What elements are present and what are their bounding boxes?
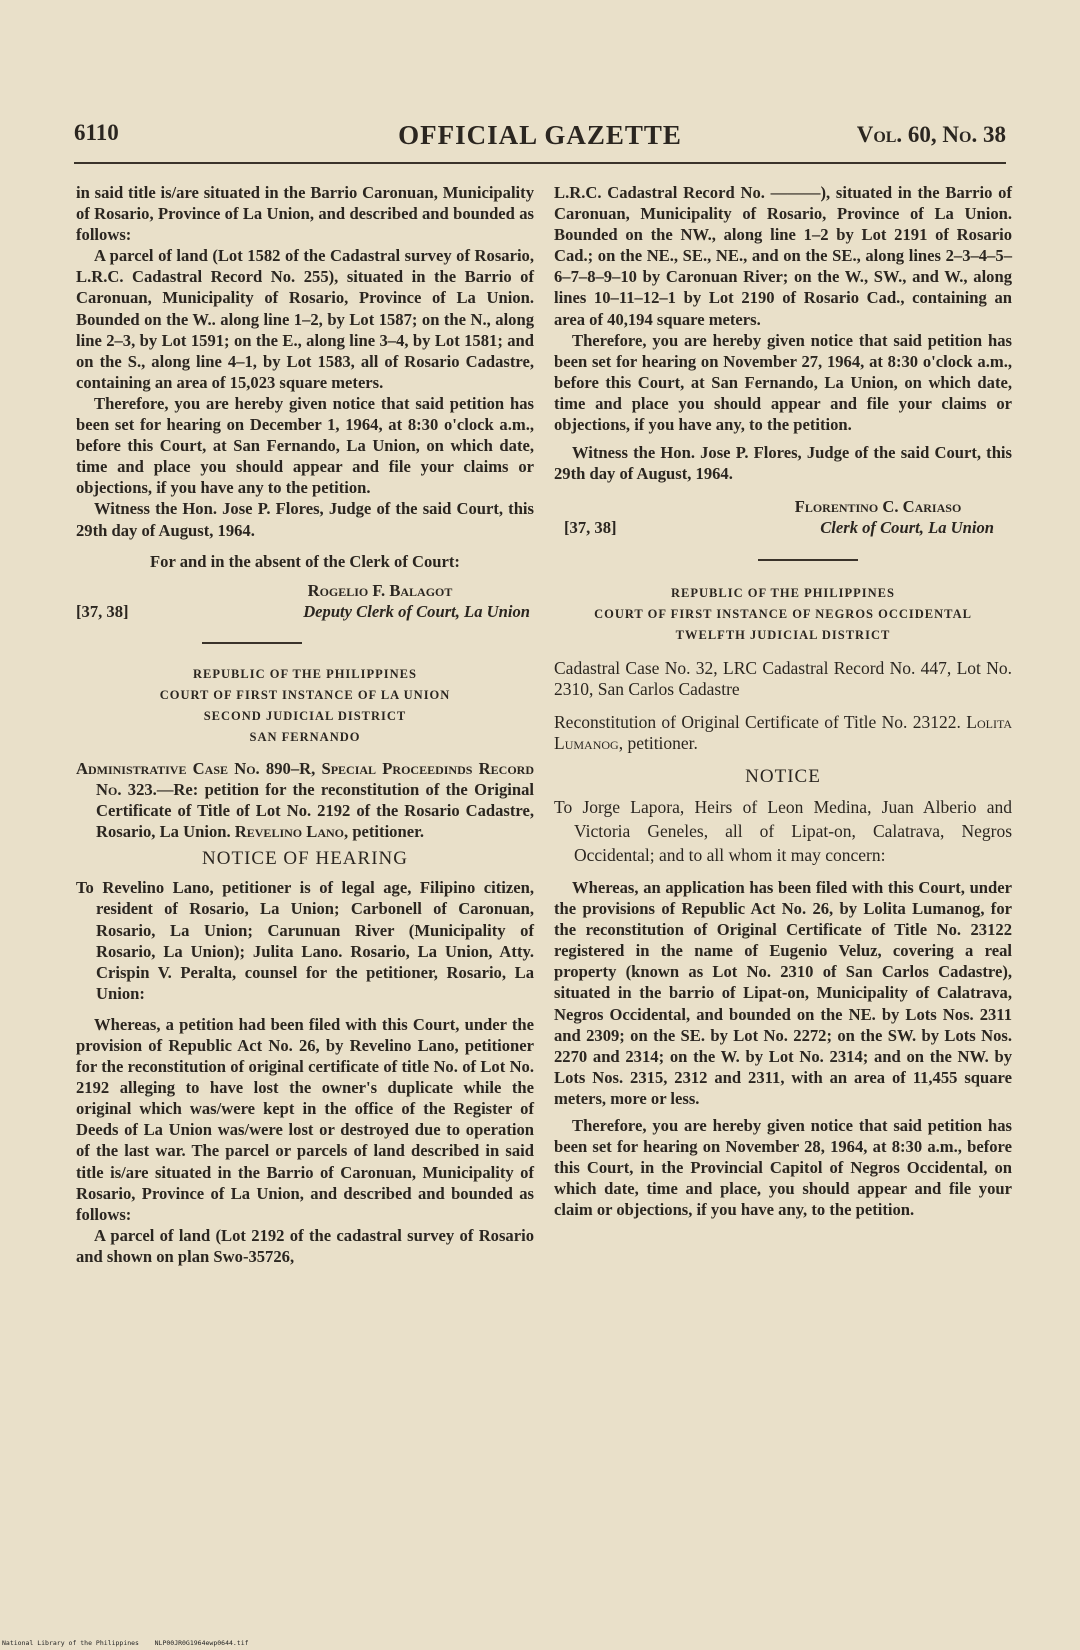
case-label: Administrative Case No. 890–R, Special Proceedinds Record No. 323. — [76, 758, 534, 799]
paragraph: L.R.C. Cadastral Record No. ———), situated in the Barrio of Caronuan, Municipality of Rosario, Province of La Union. Bounded on the NW., along line 1–2 by Lot 2191 of Rosario Cad.; on the NE., SE., NE., and on the SE., along lines 2–3–4–5–6–7–8–9–10 by Caronuan River; on the W., SW., and W., along lines 10–11–12–1 by Lot 2190 of Rosario Cad., containing an area of 40,194 square meters. — [554, 183, 1012, 329]
signature-row — [76, 601, 534, 622]
case-caption: Cadastral Case No. 32, LRC Cadastral Record No. 447, Lot No. 2310, San Carlos Cadastre — [554, 657, 1012, 699]
paragraph: Therefore, you are hereby given notice that said petition has been set for hearing on December 1, 1964, at 8:30 o'clock a.m., before this Court, at San Fernando, La Union, on which date, time and place you should appear and file your claims or objections, if you have any to the petition. — [76, 393, 534, 498]
notice-title: NOTICE OF HEARING — [202, 848, 408, 870]
paragraph: A parcel of land (Lot 2192 of the cadastral survey of Rosario and shown on plan Swo-35726, — [76, 1225, 534, 1266]
signatory-name — [76, 580, 534, 601]
case-caption — [76, 758, 534, 842]
case-text: —Re: petition for the reconstitution of the Original Certificate of Title of Lot No. 2192 of the Rosario Cadastre, Rosario, La Union. — [96, 779, 534, 842]
signatory-title: Clerk of Court, La Union — [820, 518, 994, 538]
right-column — [554, 182, 1012, 1220]
signatory-name-text: Rogelio F. Balagot — [307, 580, 453, 600]
case-text: Reconstitution of Original Certificate of Title No. 23122. — [554, 711, 961, 732]
left-column — [76, 182, 534, 1267]
case-end: petitioner. — [627, 732, 698, 753]
signature-block — [76, 580, 534, 622]
notice-addressees: To Revelino Lano, petitioner is of legal age, Filipino citizen, resident of Rosario, La Union; Carbonell of Caronuan, Rosario, La Union; Carunuan River (Municipality of Rosario, La Union); Julita Lano. Rosario, La Union, Atty. Crispin V. Peralta, counsel for the petitioner, Rosario, La Union: — [76, 878, 534, 1003]
notice-title: NOTICE — [745, 765, 821, 787]
paragraph: Whereas, a petition had been filed with this Court, under the provision of Republic Act No. 26, by Revelino Lano, petitioner for the reconstitution of original certificate of title No. of Lot No. 2192 alleging to have lost the owner's duplicate while the original which was/were kept in the office of the Register of Deeds of La Union was/were lost or destroyed due to operation of the last war. The parcel or parcels of land described in said title is/are situated in the Barrio of Caronuan, Municipality of Rosario, Province of La Union, and described and bounded as follows: — [76, 1014, 534, 1224]
notice-addressees: To Jorge Lapora, Heirs of Leon Medina, Juan Alberio and Victoria Geneles, all of Lipat-on, Calatrava, Negros Occidental; and to all whom it may concern: — [554, 796, 1012, 865]
signatory-name — [554, 496, 1012, 517]
volume-number — [857, 122, 1006, 148]
court-header-line: REPUBLIC OF THE PHILIPPINES — [193, 666, 417, 681]
section-divider — [202, 642, 302, 644]
issue-reference: [37, 38] — [564, 518, 617, 538]
footer-file: NLP00JR0G1964ewp0644.tif — [154, 1639, 249, 1647]
paragraph: Therefore, you are hereby given notice that said petition has been set for hearing on November 27, 1964, at 8:30 o'clock a.m., before this Court, at San Fernando, La Union, on which date, time and place you should appear and file your claims or objections, if you have any, to the petition. — [554, 330, 1012, 435]
scan-footer — [2, 1639, 249, 1647]
signature-block — [554, 496, 1012, 538]
signature-row — [554, 517, 1012, 538]
paragraph: For and in the absent of the Clerk of Court: — [150, 551, 460, 571]
court-header-line: COURT OF FIRST INSTANCE OF LA UNION — [159, 687, 451, 702]
petitioner-name: Lolita Lumanog, — [554, 711, 1012, 753]
signatory-title: Deputy Clerk of Court, La Union — [303, 601, 530, 621]
volume-text: Vol. 60, No. 38 — [856, 122, 1006, 147]
paragraph: Whereas, an application has been filed with this Court, under the provisions of Republic Act No. 26, by Lolita Lumanog, for the reconstitution of Original Certificate of Title No. 23122 registered in the name of Eugenio Veluz, covering a real property (known as Lot No. 2310 of San Carlos Cadastre), situated in the barrio of Lipat-on, Municipality of Calatrava, Negros Occidental, and bounded on the NE. by Lots Nos. 2311 and 2309; on the SE. by Lot No. 2272; on the SW. by Lots Nos. 2270 and 2314; on the W. by Lot No. 2314; and on the NW. by Lots Nos. 2315, 2312 and 2311, with an area of 11,455 square meters, more or less. — [554, 877, 1012, 1108]
court-header-line: COURT OF FIRST INSTANCE OF NEGROS OCCIDENTAL — [594, 606, 972, 621]
signatory-name-text: Florentino C. Cariaso — [794, 497, 962, 517]
paragraph: Witness the Hon. Jose P. Flores, Judge of the said Court, this 29th day of August, 1964. — [554, 443, 1012, 484]
court-header-line: SAN FERNANDO — [249, 729, 361, 744]
paragraph: Therefore, you are hereby given notice that said petition has been set for hearing on November 28, 1964, at 8:30 a.m., before this Court, in the Provincial Capitol of Negros Occidental, on which date, time and place, you should appear and file your claim or objections, if you have any, to the petition. — [554, 1116, 1012, 1220]
case-caption-reconstitution — [554, 712, 1012, 754]
footer-source: National Library of the Philippines — [2, 1639, 139, 1647]
paragraph: in said title is/are situated in the Barrio Caronuan, Municipality of Rosario, Province of La Union, and described and bounded as follows: — [76, 183, 534, 245]
court-header-line: REPUBLIC OF THE PHILIPPINES — [671, 585, 895, 600]
paragraph: Witness the Hon. Jose P. Flores, Judge of the said Court, this 29th day of August, 1964. — [76, 499, 534, 540]
section-divider — [758, 559, 858, 561]
court-header-line: SECOND JUDICIAL DISTRICT — [203, 708, 407, 723]
publication-title: OFFICIAL GAZETTE — [398, 120, 682, 150]
petitioner-name: Revelino Lano, — [234, 822, 349, 842]
court-header-line: TWELFTH JUDICIAL DISTRICT — [675, 627, 891, 642]
page-number: 6110 — [74, 120, 119, 145]
paragraph: A parcel of land (Lot 1582 of the Cadastral survey of Rosario, L.R.C. Cadastral Record No. 255), situated in the Barrio of Caronuan, Municipality of Rosario, Province of La Union. Bounded on the W.. along line 1–2, by Lot 1587; on the N., along line 2–3, by Lot 1591; on the E., along line 3–4, by Lot 1581; and on the S., along line 4–1, by Lot 1583, all of Rosario Cadastre, containing an area of 15,023 square meters. — [76, 246, 534, 392]
case-end: petitioner. — [352, 822, 425, 842]
issue-reference: [37, 38] — [76, 601, 129, 621]
header-rule — [74, 162, 1006, 164]
